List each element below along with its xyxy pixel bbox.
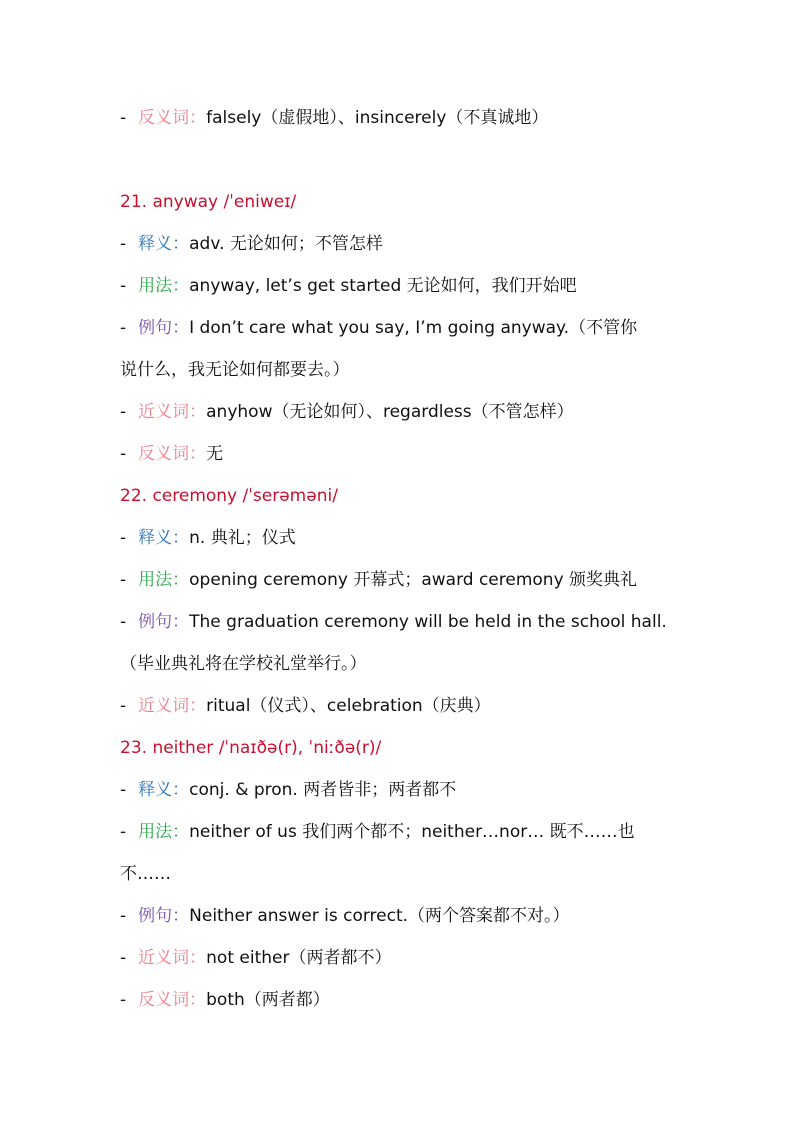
example-text: Neither answer is correct.（两个答案都不对。） (189, 906, 570, 926)
definition-text: conj. & pron. 两者皆非；两者都不 (189, 780, 457, 800)
usage-text: neither of us 我们两个都不；neither…nor… 既不……也 (189, 822, 635, 842)
synonym-text: anyhow（无论如何）、regardless（不管怎样） (206, 402, 574, 422)
definition-line (120, 777, 680, 803)
synonym-line (120, 693, 680, 719)
definition-label: 释义： (138, 234, 190, 254)
usage-label: 用法： (138, 822, 190, 842)
usage-label: 用法： (138, 570, 190, 590)
usage-line (120, 567, 680, 593)
synonym-label: 近义词： (138, 696, 207, 716)
definition-label: 释义： (138, 528, 190, 548)
definition-line (120, 231, 680, 257)
entry-heading-22: 22. ceremony /ˈserəməni/ (120, 486, 338, 506)
bullet-dash: - (120, 234, 127, 254)
synonym-line (120, 399, 680, 425)
example-line (120, 315, 680, 341)
example-label: 例句： (138, 906, 190, 926)
antonym-line (120, 105, 680, 131)
definition-text: adv. 无论如何；不管怎样 (189, 234, 383, 254)
synonym-text: not either（两者都不） (206, 948, 392, 968)
example-text: I don’t care what you say, I’m going anyway.（不管你 (189, 318, 638, 338)
antonym-label: 反义词： (138, 444, 207, 464)
antonym-label: 反义词： (138, 108, 207, 128)
example-label: 例句： (138, 318, 190, 338)
synonym-label: 近义词： (138, 402, 207, 422)
bullet-dash: - (120, 444, 127, 464)
bullet-dash: - (120, 822, 127, 842)
example-text: The graduation ceremony will be held in the school hall. (189, 612, 667, 632)
synonym-line (120, 945, 680, 971)
bullet-dash: - (120, 318, 127, 338)
usage-label: 用法： (138, 276, 190, 296)
usage-continuation: 不…… (120, 864, 171, 884)
bullet-dash: - (120, 990, 127, 1010)
usage-text: anyway, let’s get started 无论如何，我们开始吧 (189, 276, 577, 296)
bullet-dash: - (120, 948, 127, 968)
example-line (120, 609, 680, 635)
synonym-label: 近义词： (138, 948, 207, 968)
bullet-dash: - (120, 906, 127, 926)
antonym-text: falsely（虚假地）、insincerely（不真诚地） (206, 108, 549, 128)
bullet-dash: - (120, 780, 127, 800)
antonym-text: 无 (206, 444, 224, 464)
bullet-dash: - (120, 528, 127, 548)
definition-label: 释义： (138, 780, 190, 800)
antonym-line (120, 441, 680, 467)
usage-text: opening ceremony 开幕式；award ceremony 颁奖典礼 (189, 570, 638, 590)
usage-line (120, 273, 680, 299)
antonym-text: both（两者都） (206, 990, 330, 1010)
bullet-dash: - (120, 402, 127, 422)
usage-line (120, 819, 680, 845)
bullet-dash: - (120, 276, 127, 296)
example-label: 例句： (138, 612, 190, 632)
entry-heading-23: 23. neither /ˈnaɪðə(r), ˈniːðə(r)/ (120, 738, 382, 758)
bullet-dash: - (120, 108, 127, 128)
bullet-dash: - (120, 612, 127, 632)
definition-text: n. 典礼；仪式 (189, 528, 296, 548)
bullet-dash: - (120, 696, 127, 716)
entry-heading-21: 21. anyway /ˈeniweɪ/ (120, 192, 297, 212)
antonym-line (120, 987, 680, 1013)
definition-line (120, 525, 680, 551)
synonym-text: ritual（仪式）、celebration（庆典） (206, 696, 491, 716)
bullet-dash: - (120, 570, 127, 590)
example-line (120, 903, 680, 929)
example-continuation: 说什么，我无论如何都要去。） (120, 360, 350, 380)
antonym-label: 反义词： (138, 990, 207, 1010)
example-continuation: （毕业典礼将在学校礼堂举行。） (120, 654, 367, 674)
